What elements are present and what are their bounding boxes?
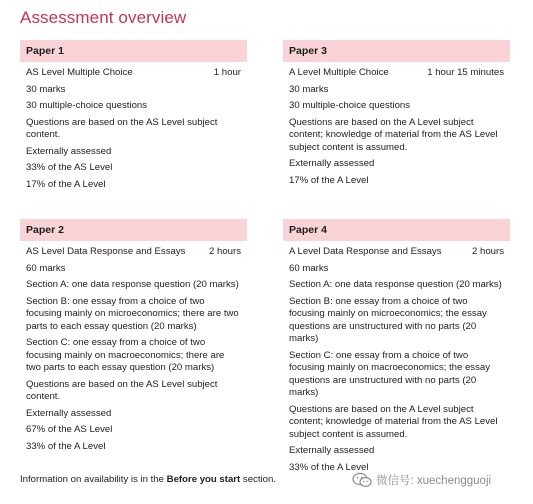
paper-4-duration: 2 hours [472,246,504,257]
paper-2-line: Section B: one essay from a choice of two focusing mainly on microeconomics; there are two parts to each essay question (20 marks) [26,295,239,332]
paper-1-line: Questions are based on the AS Level subject content. [26,116,218,140]
paper-2-header: Paper 2 [20,219,247,241]
paper-3-panel [283,40,510,191]
page-title: Assessment overview [20,8,187,27]
paper-2-duration: 2 hours [209,246,241,257]
paper-4-line: Section C: one essay from a choice of two focusing mainly on macroeconomics; the essay questions are unstructured with no parts (20 marks) [289,349,491,398]
paper-1-duration: 1 hour [213,67,241,78]
paper-2-line: Externally assessed [26,407,112,419]
paper-2-line: Questions are based on the AS Level subject content. [26,378,218,402]
availability-note [20,474,276,485]
paper-3-line: Externally assessed [289,158,375,169]
paper-3-name: A Level Multiple Choice [289,67,389,78]
availability-text-end: section. [240,474,276,485]
paper-4-panel [283,219,510,478]
paper-1-line: 30 multiple-choice questions [26,100,148,111]
paper-1-line: Externally assessed [26,145,112,157]
paper-4-line: Externally assessed [289,445,375,456]
paper-2-line: Section C: one essay from a choice of two focusing mainly on macroeconomics; there are two parts to each essay question (20 marks) [26,337,225,373]
paper-1-line: 33% of the AS Level [26,162,113,173]
paper-4-name: A Level Data Response and Essays [289,246,442,257]
paper-2-line: 60 marks [26,262,66,274]
paper-2-line: 67% of the AS Level [26,424,113,435]
paper-1-header: Paper 1 [20,40,247,62]
paper-1-name: AS Level Multiple Choice [26,67,133,78]
paper-3-duration: 1 hour 15 minutes [427,67,504,78]
paper-2-panel [20,219,247,457]
paper-2-line: 33% of the A Level [26,440,106,452]
paper-3-line: 17% of the A Level [289,174,369,186]
paper-2-line: Section A: one data response question (20 marks) [26,279,239,290]
watermark-text: 微信号: xuechengguoji [376,475,492,487]
paper-3-line: 30 multiple-choice questions [289,100,411,111]
paper-4-header: Paper 4 [283,219,510,241]
paper-2-name: AS Level Data Response and Essays [26,246,186,257]
paper-4-line: 60 marks [289,262,329,274]
paper-3-line: Questions are based on the A Level subject content; knowledge of material from the AS Level subject content is assumed. [289,116,498,153]
paper-1-line: 17% of the A Level [26,178,106,190]
paper-1-line: 30 marks [26,83,66,95]
watermark [352,472,491,488]
paper-4-line: Section A: one data response question (20 marks) [289,279,502,290]
availability-text: Information on availability is in the [20,474,167,485]
before-you-start-link: Before you start [166,474,241,485]
paper-4-line: Questions are based on the A Level subject content; knowledge of material from the AS Level subject content is assumed. [289,403,498,440]
paper-4-line: Section B: one essay from a choice of two focusing mainly on microeconomics; the essay questions are unstructured with no parts (20 marks) [289,295,487,344]
paper-4-line: 33% of the A Level [289,461,369,473]
paper-1-panel [20,40,247,195]
paper-3-line: 30 marks [289,83,329,95]
wechat-icon [352,472,372,488]
paper-3-header: Paper 3 [283,40,510,62]
